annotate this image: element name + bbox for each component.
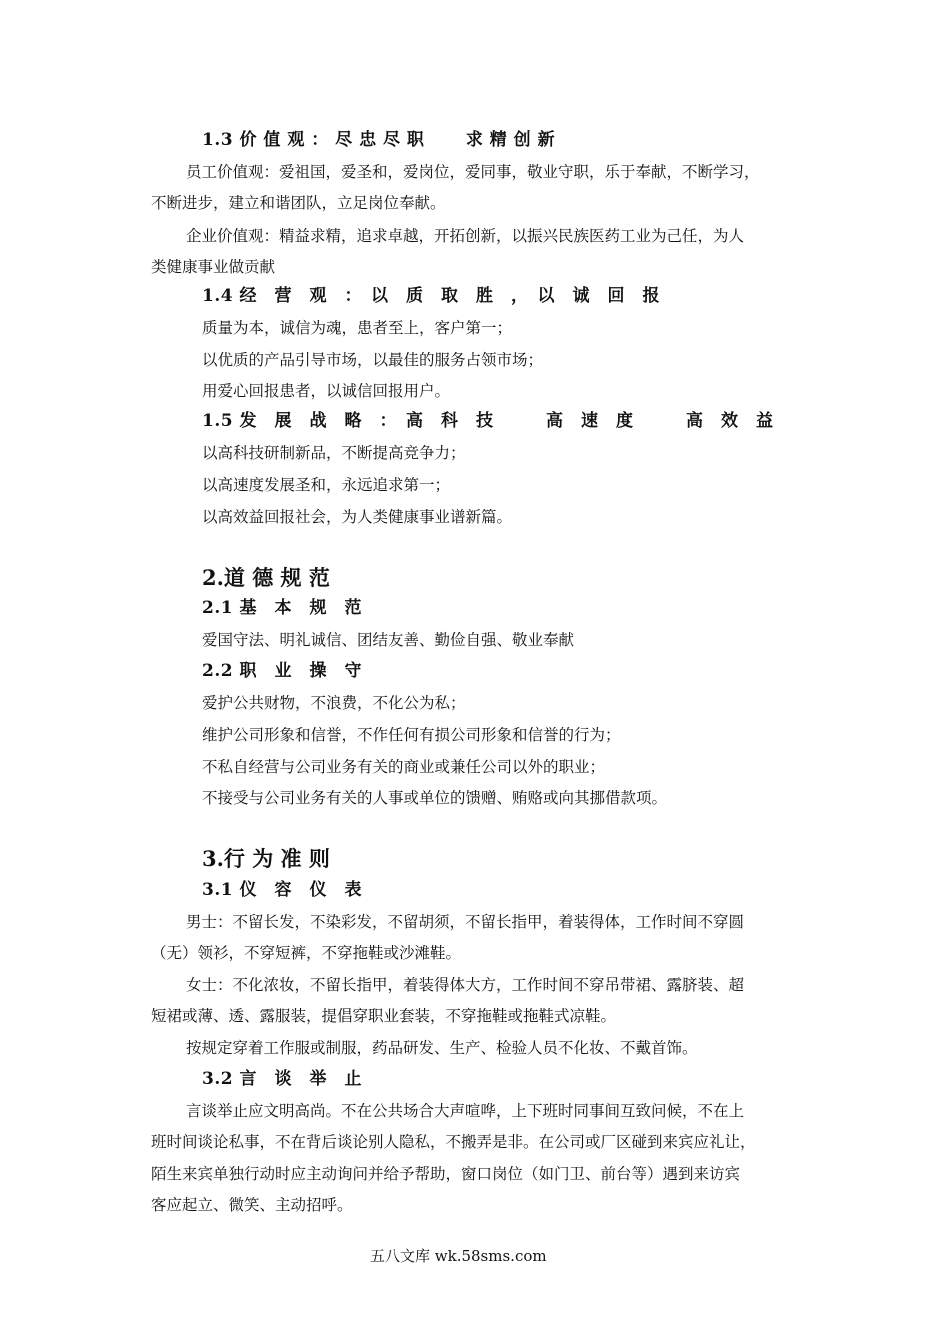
paragraph-line: 言谈举止应文明高尚。不在公共场合大声喧哗，上下班时同事间互致问候，不在上	[186, 1102, 745, 1120]
paragraph-line: 不接受与公司业务有关的人事或单位的馈赠、贿赂或向其挪借款项。	[202, 789, 668, 807]
section-3-2-heading: 3.2 言 谈 举 止	[202, 1069, 362, 1089]
paragraph-line: 爱国守法、明礼诚信、团结友善、勤俭自强、敬业奉献	[202, 631, 575, 649]
paragraph-line: 以优质的产品引导市场，以最佳的服务占领市场；	[202, 351, 544, 369]
paragraph-line: 爱护公共财物，不浪费，不化公为私；	[202, 694, 466, 712]
section-1-4-heading: 1.4 经 营 观 ： 以 质 取 胜 ， 以 诚 回 报	[202, 286, 660, 306]
paragraph-line: 员工价值观：爱祖国，爱圣和，爱岗位，爱同事，敬业守职，乐于奉献，不断学习，	[186, 163, 760, 181]
paragraph-line: 短裙或薄、透、露服装，提倡穿职业套装，不穿拖鞋或拖鞋式凉鞋。	[151, 1007, 617, 1025]
paragraph-line: 不断进步，建立和谐团队，立足岗位奉献。	[151, 194, 446, 212]
paragraph-line: 以高速度发展圣和，永远追求第一；	[202, 476, 451, 494]
section-1-5-heading: 1.5 发 展 战 略 ： 高 科 技 高 速 度 高 效 益	[202, 411, 774, 431]
section-3-heading: 3.行 为 准 则	[202, 846, 330, 871]
paragraph-line: 类健康事业做贡献	[151, 258, 276, 276]
paragraph-line: 用爱心回报患者，以诚信回报用户。	[202, 382, 451, 400]
footer-watermark: 五八文库 wk.58sms.com	[370, 1247, 547, 1265]
paragraph-line: 男士：不留长发，不染彩发，不留胡须，不留长指甲，着装得体，工作时间不穿圆	[186, 913, 745, 931]
paragraph-line: 不私自经营与公司业务有关的商业或兼任公司以外的职业；	[202, 758, 606, 776]
paragraph-line: （无）领衫，不穿短裤，不穿拖鞋或沙滩鞋。	[151, 944, 462, 962]
paragraph-line: 按规定穿着工作服或制服，药品研发、生产、检验人员不化妆、不戴首饰。	[186, 1039, 698, 1057]
paragraph-line: 女士：不化浓妆，不留长指甲，着装得体大方，工作时间不穿吊带裙、露脐装、超	[186, 976, 745, 994]
paragraph-line: 以高科技研制新品，不断提高竞争力；	[202, 444, 466, 462]
section-1-3-heading: 1.3 价 值 观 ： 尽 忠 尽 职 求 精 创 新	[202, 130, 556, 150]
paragraph-line: 陌生来宾单独行动时应主动询问并给予帮助，窗口岗位（如门卫、前台等）遇到来访宾	[151, 1165, 741, 1183]
section-3-1-heading: 3.1 仪 容 仪 表	[202, 880, 362, 900]
paragraph-line: 客应起立、微笑、主动招呼。	[151, 1196, 353, 1214]
section-2-1-heading: 2.1 基 本 规 范	[202, 598, 362, 618]
paragraph-line: 质量为本，诚信为魂，患者至上，客户第一；	[202, 319, 513, 337]
paragraph-line: 以高效益回报社会，为人类健康事业谱新篇。	[202, 508, 513, 526]
paragraph-line: 维护公司形象和信誉，不作任何有损公司形象和信誉的行为；	[202, 726, 621, 744]
section-2-2-heading: 2.2 职 业 操 守	[202, 661, 362, 681]
section-2-heading: 2.道 德 规 范	[202, 565, 330, 590]
paragraph-line: 企业价值观：精益求精，追求卓越，开拓创新，以振兴民族医药工业为己任，为人	[186, 227, 745, 245]
paragraph-line: 班时间谈论私事，不在背后谈论别人隐私，不搬弄是非。在公司或厂区碰到来宾应礼让，	[151, 1133, 756, 1151]
